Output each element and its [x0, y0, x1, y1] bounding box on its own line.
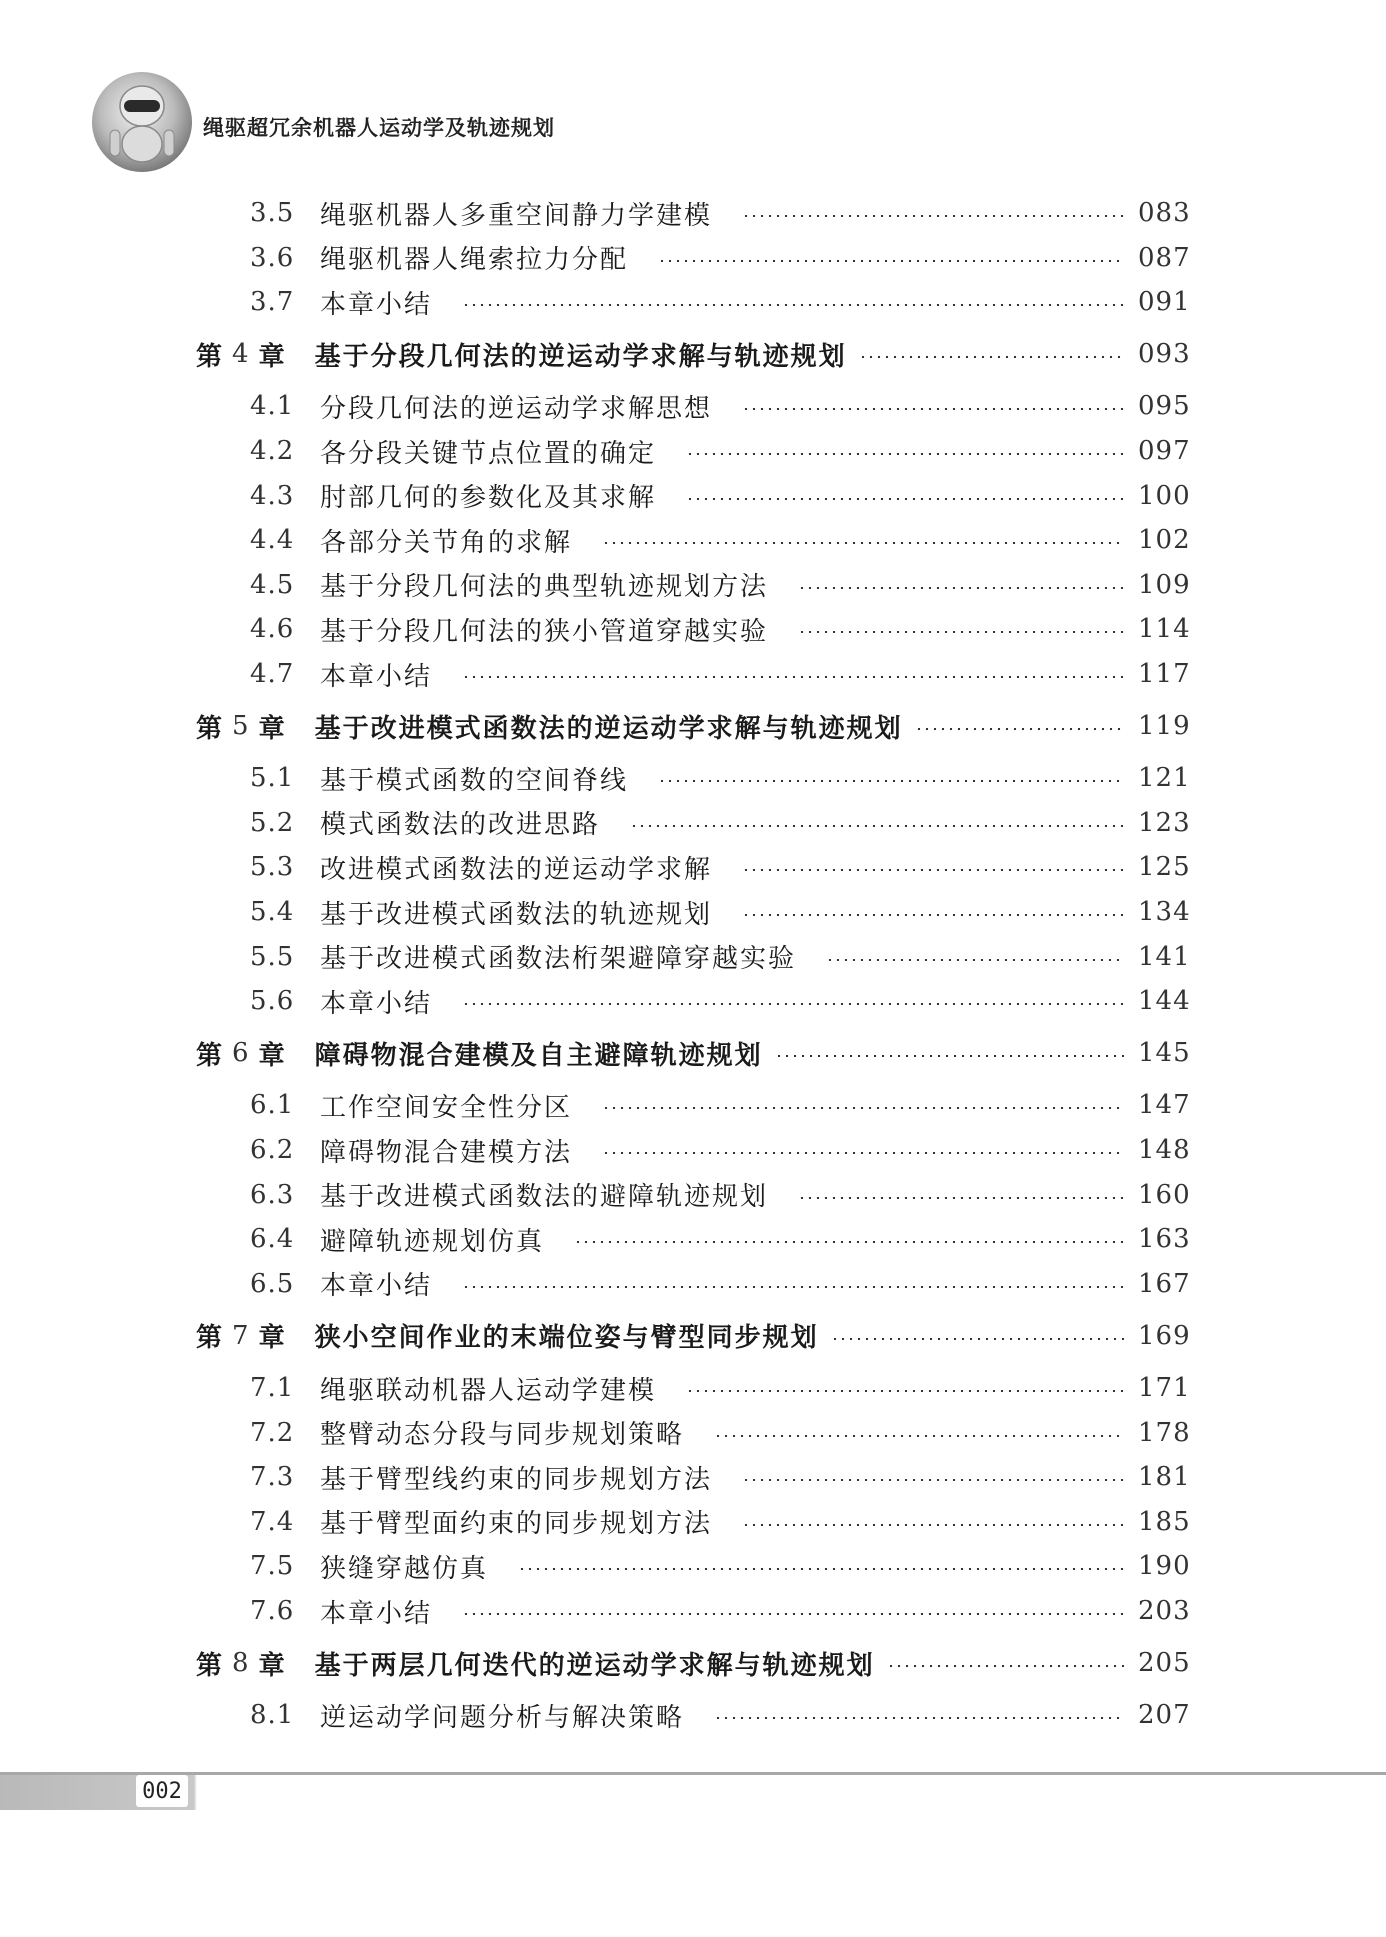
chapter-suffix: 章	[258, 1650, 285, 1681]
section-title: 障碍物混合建模方法	[320, 1137, 573, 1168]
page-reference: 190	[1138, 1551, 1191, 1582]
page-reference: 097	[1138, 436, 1191, 466]
dot-leader	[686, 498, 1124, 500]
section-number: 5.4	[250, 897, 295, 927]
section-title: 分段几何法的逆运动学求解思想	[320, 393, 713, 424]
page-reference: 167	[1138, 1268, 1191, 1299]
section-title: 基于改进模式函数法的轨迹规划	[320, 899, 713, 930]
dot-leader	[658, 260, 1124, 262]
page-reference: 121	[1138, 763, 1191, 794]
toc-section-row[interactable]	[250, 238, 1190, 278]
toc-section-row[interactable]	[250, 654, 1190, 694]
section-title: 肘部几何的参数化及其求解	[320, 483, 657, 514]
section-title: 各分段关键节点位置的确定	[320, 438, 657, 469]
section-title: 本章小结	[320, 661, 433, 692]
dot-leader	[602, 1152, 1124, 1154]
section-number: 7.2	[250, 1417, 295, 1448]
section-number: 5.5	[250, 941, 295, 972]
dot-leader	[887, 1665, 1124, 1667]
section-title: 基于改进模式函数法桁架避障穿越实验	[320, 944, 797, 975]
toc-section-row[interactable]	[250, 758, 1190, 798]
section-title: 本章小结	[320, 1271, 433, 1302]
chapter-title: 基于改进模式函数法的逆运动学求解与轨迹规划	[314, 713, 903, 744]
page-reference: 160	[1138, 1179, 1191, 1210]
toc-chapter-row[interactable]	[196, 1643, 1190, 1683]
section-number: 6.2	[250, 1135, 295, 1165]
dot-leader	[742, 1524, 1124, 1526]
page-reference: 163	[1138, 1224, 1191, 1255]
page-reference: 178	[1138, 1417, 1191, 1448]
section-title: 整臂动态分段与同步规划策略	[320, 1420, 685, 1451]
section-title: 绳驱机器人绳索拉力分配	[320, 245, 629, 276]
toc-section-row[interactable]	[250, 1219, 1190, 1259]
toc-section-row[interactable]	[250, 520, 1190, 560]
toc-section-row[interactable]	[250, 282, 1190, 322]
page-reference: 207	[1138, 1700, 1191, 1731]
section-number: 4.2	[250, 436, 295, 466]
chapter-prefix: 第	[196, 1323, 223, 1354]
dot-leader	[859, 356, 1124, 358]
toc-section-row[interactable]	[250, 937, 1190, 977]
section-number: 6.5	[250, 1268, 295, 1299]
section-number: 6.4	[250, 1224, 295, 1255]
toc-chapter-row[interactable]	[196, 334, 1190, 374]
section-title: 本章小结	[320, 988, 433, 1019]
section-title: 工作空间安全性分区	[320, 1092, 573, 1123]
dot-leader	[602, 542, 1124, 544]
section-title: 绳驱机器人多重空间静力学建模	[320, 200, 713, 231]
page-reference: 119	[1138, 711, 1191, 742]
book-title: 绳驱超冗余机器人运动学及轨迹规划	[203, 116, 555, 140]
dot-leader	[602, 1107, 1124, 1109]
section-number: 4.3	[250, 480, 295, 511]
section-number: 5.2	[250, 807, 295, 838]
section-number: 8.1	[250, 1700, 295, 1731]
page-reference: 109	[1138, 569, 1191, 600]
chapter-suffix: 章	[258, 1323, 285, 1354]
dot-leader	[775, 1055, 1124, 1057]
page-reference: 125	[1138, 852, 1191, 883]
section-title: 基于模式函数的空间脊线	[320, 765, 629, 796]
chapter-number: 8	[232, 1648, 249, 1679]
page-reference: 093	[1138, 339, 1191, 370]
page-reference: 091	[1138, 287, 1191, 318]
section-title: 本章小结	[320, 1598, 433, 1629]
page-number: 002	[136, 1775, 188, 1807]
toc-section-row[interactable]	[250, 609, 1190, 649]
toc-chapter-row[interactable]	[196, 1033, 1190, 1073]
page-reference: 148	[1138, 1135, 1191, 1165]
dot-leader	[462, 1003, 1124, 1005]
section-title: 基于分段几何法的狭小管道穿越实验	[320, 616, 769, 647]
toc-section-row[interactable]	[250, 476, 1190, 516]
section-number: 3.6	[250, 242, 295, 273]
section-title: 基于改进模式函数法的避障轨迹规划	[320, 1182, 769, 1213]
dot-leader	[518, 1568, 1124, 1570]
dot-leader	[798, 631, 1124, 633]
page-header	[0, 0, 1386, 180]
page-reference: 147	[1138, 1090, 1191, 1121]
dot-leader	[798, 1197, 1124, 1199]
section-number: 5.1	[250, 763, 295, 794]
section-number: 4.7	[250, 659, 295, 689]
section-number: 4.4	[250, 525, 295, 556]
toc-section-row[interactable]	[250, 1457, 1190, 1497]
toc-section-row[interactable]	[250, 431, 1190, 471]
chapter-suffix: 章	[258, 1040, 285, 1071]
section-number: 7.4	[250, 1506, 295, 1537]
toc-section-row[interactable]	[250, 193, 1190, 233]
dot-leader	[574, 1241, 1124, 1243]
section-number: 7.6	[250, 1596, 295, 1626]
footer-divider	[0, 1772, 1386, 1775]
toc-section-row[interactable]	[250, 1085, 1190, 1125]
chapter-number: 7	[232, 1320, 249, 1351]
section-number: 7.5	[250, 1551, 295, 1582]
toc-section-row[interactable]	[250, 892, 1190, 932]
dot-leader	[630, 825, 1124, 827]
toc-section-row[interactable]	[250, 803, 1190, 843]
page-reference: 083	[1138, 198, 1191, 228]
toc-section-row[interactable]	[250, 1591, 1190, 1631]
toc-section-row[interactable]	[250, 1413, 1190, 1453]
chapter-suffix: 章	[258, 713, 285, 744]
toc-chapter-row[interactable]	[196, 1316, 1190, 1356]
page-reference: 134	[1138, 897, 1191, 927]
section-title: 基于分段几何法的典型轨迹规划方法	[320, 572, 769, 603]
chapter-number: 4	[232, 339, 249, 370]
section-title: 逆运动学问题分析与解决策略	[320, 1702, 685, 1733]
toc-section-row[interactable]	[250, 1502, 1190, 1542]
page-reference: 141	[1138, 941, 1191, 972]
dot-leader	[658, 780, 1124, 782]
dot-leader	[826, 959, 1124, 961]
section-title: 本章小结	[320, 289, 433, 320]
page-reference: 203	[1138, 1596, 1191, 1626]
dot-leader	[831, 1338, 1124, 1340]
section-number: 4.5	[250, 569, 295, 600]
section-title: 基于臂型线约束的同步规划方法	[320, 1464, 713, 1495]
toc-section-row[interactable]	[250, 1175, 1190, 1215]
chapter-title: 基于两层几何迭代的逆运动学求解与轨迹规划	[314, 1650, 875, 1681]
toc-section-row[interactable]	[250, 386, 1190, 426]
section-number: 5.6	[250, 986, 295, 1017]
section-number: 7.3	[250, 1462, 295, 1493]
page-reference: 171	[1138, 1373, 1191, 1403]
page-reference: 095	[1138, 391, 1191, 422]
dot-leader	[462, 1286, 1124, 1288]
dot-leader	[742, 1479, 1124, 1481]
section-title: 各部分关节角的求解	[320, 527, 573, 558]
page-reference: 169	[1138, 1320, 1191, 1351]
page-reference: 181	[1138, 1462, 1191, 1493]
dot-leader	[798, 587, 1124, 589]
dot-leader	[742, 869, 1124, 871]
section-number: 7.1	[250, 1373, 295, 1403]
dot-leader	[686, 1390, 1124, 1392]
section-number: 6.3	[250, 1179, 295, 1210]
section-title: 模式函数法的改进思路	[320, 810, 601, 841]
toc-section-row[interactable]	[250, 1368, 1190, 1408]
chapter-title: 基于分段几何法的逆运动学求解与轨迹规划	[314, 341, 847, 372]
page-reference: 100	[1138, 480, 1191, 511]
toc-section-row[interactable]	[250, 981, 1190, 1021]
toc-section-row[interactable]	[250, 565, 1190, 605]
page-reference: 205	[1138, 1648, 1191, 1679]
page-reference: 144	[1138, 986, 1191, 1017]
dot-leader	[714, 1435, 1124, 1437]
dot-leader	[714, 1717, 1124, 1719]
toc-section-row[interactable]	[250, 1264, 1190, 1304]
robot-icon	[92, 72, 192, 172]
page-reference: 087	[1138, 242, 1191, 273]
dot-leader	[742, 914, 1124, 916]
page-reference: 185	[1138, 1506, 1191, 1537]
toc-section-row[interactable]	[250, 1546, 1190, 1586]
section-number: 5.3	[250, 852, 295, 883]
page-reference: 102	[1138, 525, 1191, 556]
page-reference: 123	[1138, 807, 1191, 838]
section-number: 3.5	[250, 198, 295, 228]
toc-section-row[interactable]	[250, 847, 1190, 887]
chapter-number: 6	[232, 1038, 249, 1069]
chapter-prefix: 第	[196, 1040, 223, 1071]
page-reference: 117	[1138, 659, 1191, 689]
chapter-title: 障碍物混合建模及自主避障轨迹规划	[314, 1040, 763, 1071]
dot-leader	[915, 728, 1124, 730]
page-reference: 114	[1138, 614, 1191, 645]
page-reference: 145	[1138, 1038, 1191, 1069]
toc-section-row[interactable]	[250, 1130, 1190, 1170]
chapter-suffix: 章	[258, 341, 285, 372]
chapter-prefix: 第	[196, 713, 223, 744]
section-title: 避障轨迹规划仿真	[320, 1226, 545, 1257]
chapter-prefix: 第	[196, 1650, 223, 1681]
section-number: 4.6	[250, 614, 295, 645]
section-title: 绳驱联动机器人运动学建模	[320, 1375, 657, 1406]
dot-leader	[462, 304, 1124, 306]
dot-leader	[462, 1613, 1124, 1615]
dot-leader	[686, 453, 1124, 455]
chapter-number: 5	[232, 711, 249, 742]
chapter-title: 狭小空间作业的末端位姿与臂型同步规划	[314, 1323, 819, 1354]
chapter-prefix: 第	[196, 341, 223, 372]
section-number: 6.1	[250, 1090, 295, 1121]
dot-leader	[462, 676, 1124, 678]
toc-chapter-row[interactable]	[196, 706, 1190, 746]
dot-leader	[742, 215, 1124, 217]
section-title: 改进模式函数法的逆运动学求解	[320, 854, 713, 885]
toc-section-row[interactable]	[250, 1695, 1190, 1735]
section-number: 3.7	[250, 287, 295, 318]
footer-bar	[0, 1772, 1386, 1810]
section-title: 基于臂型面约束的同步规划方法	[320, 1509, 713, 1540]
dot-leader	[742, 408, 1124, 410]
section-title: 狭缝穿越仿真	[320, 1553, 489, 1584]
section-number: 4.1	[250, 391, 295, 422]
